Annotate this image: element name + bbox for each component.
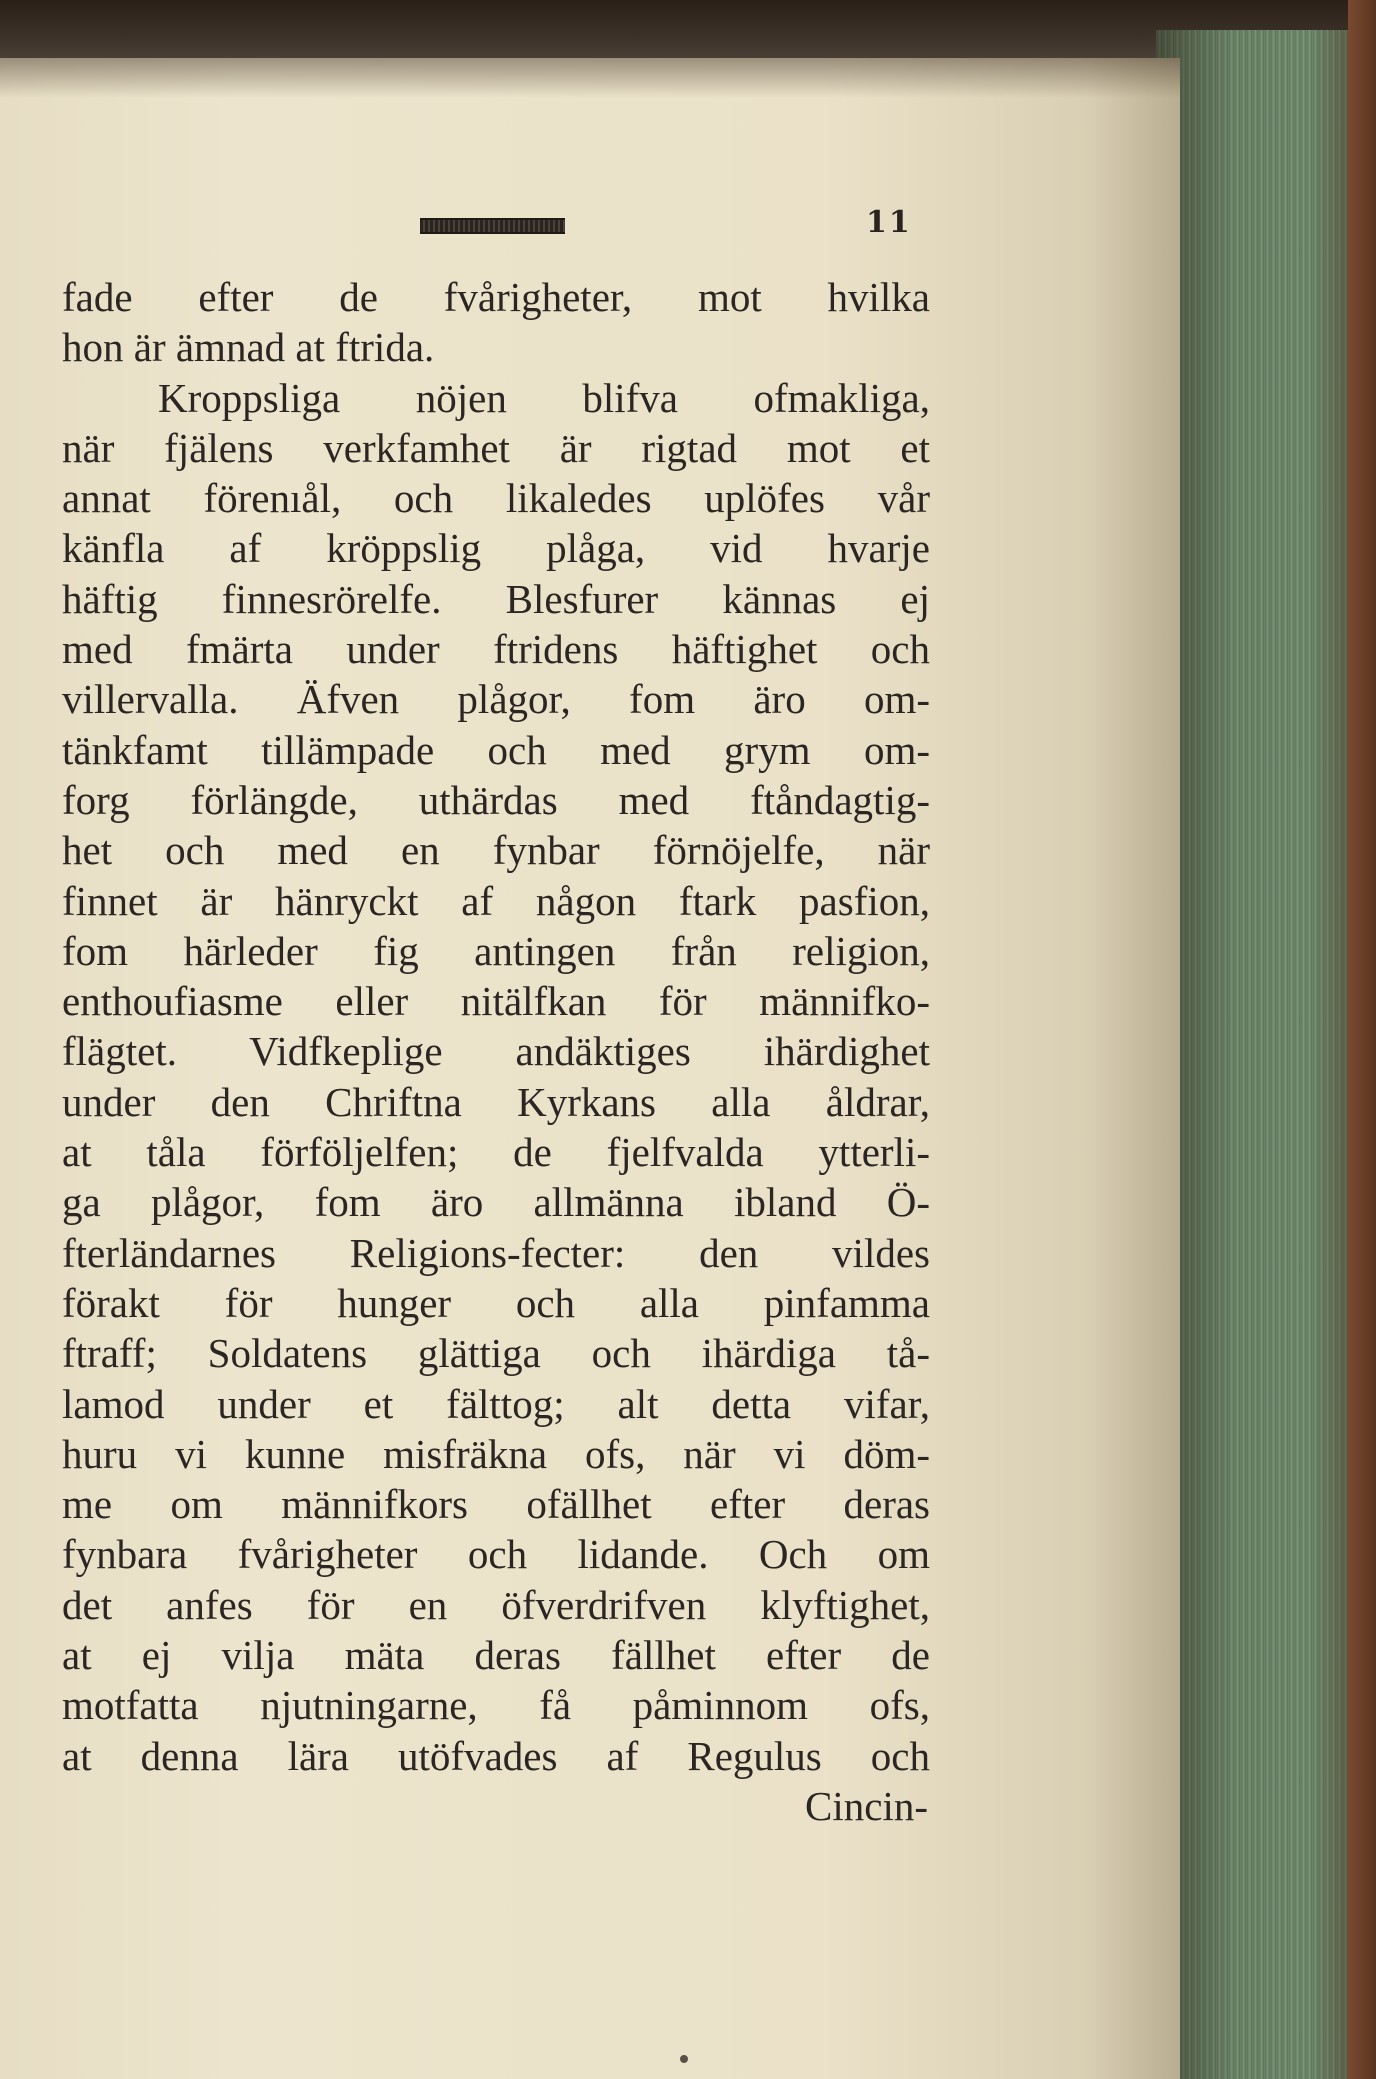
text-line: fade efter de fvårigheter, mot hvilka (62, 274, 930, 320)
text-line: flägtet. Vidfkeplige andäktiges ihärdighet (62, 1028, 930, 1075)
text-line: lamod under et fälttog; alt detta vifar, (62, 1380, 930, 1427)
text-line: tänkfamt tillämpade och med grym om- (62, 726, 930, 773)
page-number: 11 (866, 205, 912, 240)
body-text (62, 272, 930, 1831)
text-line: fom härleder fig antingen från religion, (62, 927, 930, 974)
text-line: hon är ämnad at ftrida. (62, 324, 435, 371)
text-line: förakt för hunger och alla pinfamma (62, 1279, 930, 1326)
text-line: forg förlängde, uthärdas med ftåndagtig- (62, 776, 930, 823)
ink-speck (680, 2055, 688, 2063)
text-line: när fjälens verkfamhet är rigtad mot et (62, 424, 930, 471)
text-line: det anfes för en öfverdrifven klyftighet, (62, 1581, 930, 1628)
page-top-shadow (0, 58, 1180, 98)
text-line: huru vi kunne misfräkna ofs, när vi döm- (62, 1430, 930, 1477)
text-line: under den Chriftna Kyrkans alla åldrar, (62, 1078, 930, 1125)
text-line: ga plågor, fom äro allmänna ibland Ö- (62, 1179, 930, 1226)
text-line: at ej vilja mäta deras fällhet efter de (62, 1632, 930, 1679)
text-line: motfatta njutningarne, få påminnom ofs, (62, 1682, 930, 1729)
fore-edge-shadow (1156, 30, 1376, 2079)
text-line: känfla af kröppslig plåga, vid hvarje (62, 525, 930, 572)
text-line: me om männifkors ofällhet efter deras (62, 1481, 930, 1528)
text-line: annat förenıål, och likaledes uplöfes vår (62, 475, 930, 522)
text-line: fterländarnes Religions-fecter: den vildes (62, 1229, 930, 1276)
catchword: Cincin- (805, 1782, 928, 1829)
text-line: at denna lära utöfvades af Regulus och (62, 1732, 930, 1779)
text-line: med fmärta under ftridens häftighet och (62, 626, 930, 673)
text-line: het och med en fynbar förnöjelfe, när (62, 827, 930, 874)
book-cover-right (1348, 0, 1376, 2079)
text-line: enthoufiasme eller nitälfkan för männifko- (62, 978, 930, 1025)
text-line: ftraff; Soldatens glättiga och ihärdiga tå- (62, 1330, 930, 1377)
header-ornament-rule (420, 218, 565, 234)
text-line: finnet är hänryckt af någon ftark pasfion, (62, 877, 930, 924)
text-line: Kroppsliga nöjen blifva ofmakliga, (158, 374, 930, 421)
text-line: villervalla. Äfven plågor, fom äro om- (62, 676, 930, 723)
text-line: häftig finnesrörelfe. Blesfurer kännas ej (62, 575, 930, 622)
text-line: fynbara fvårigheter och lidande. Och om (62, 1531, 930, 1578)
text-line: at tåla förföljelfen; de fjelfvalda ytterli- (62, 1129, 930, 1176)
